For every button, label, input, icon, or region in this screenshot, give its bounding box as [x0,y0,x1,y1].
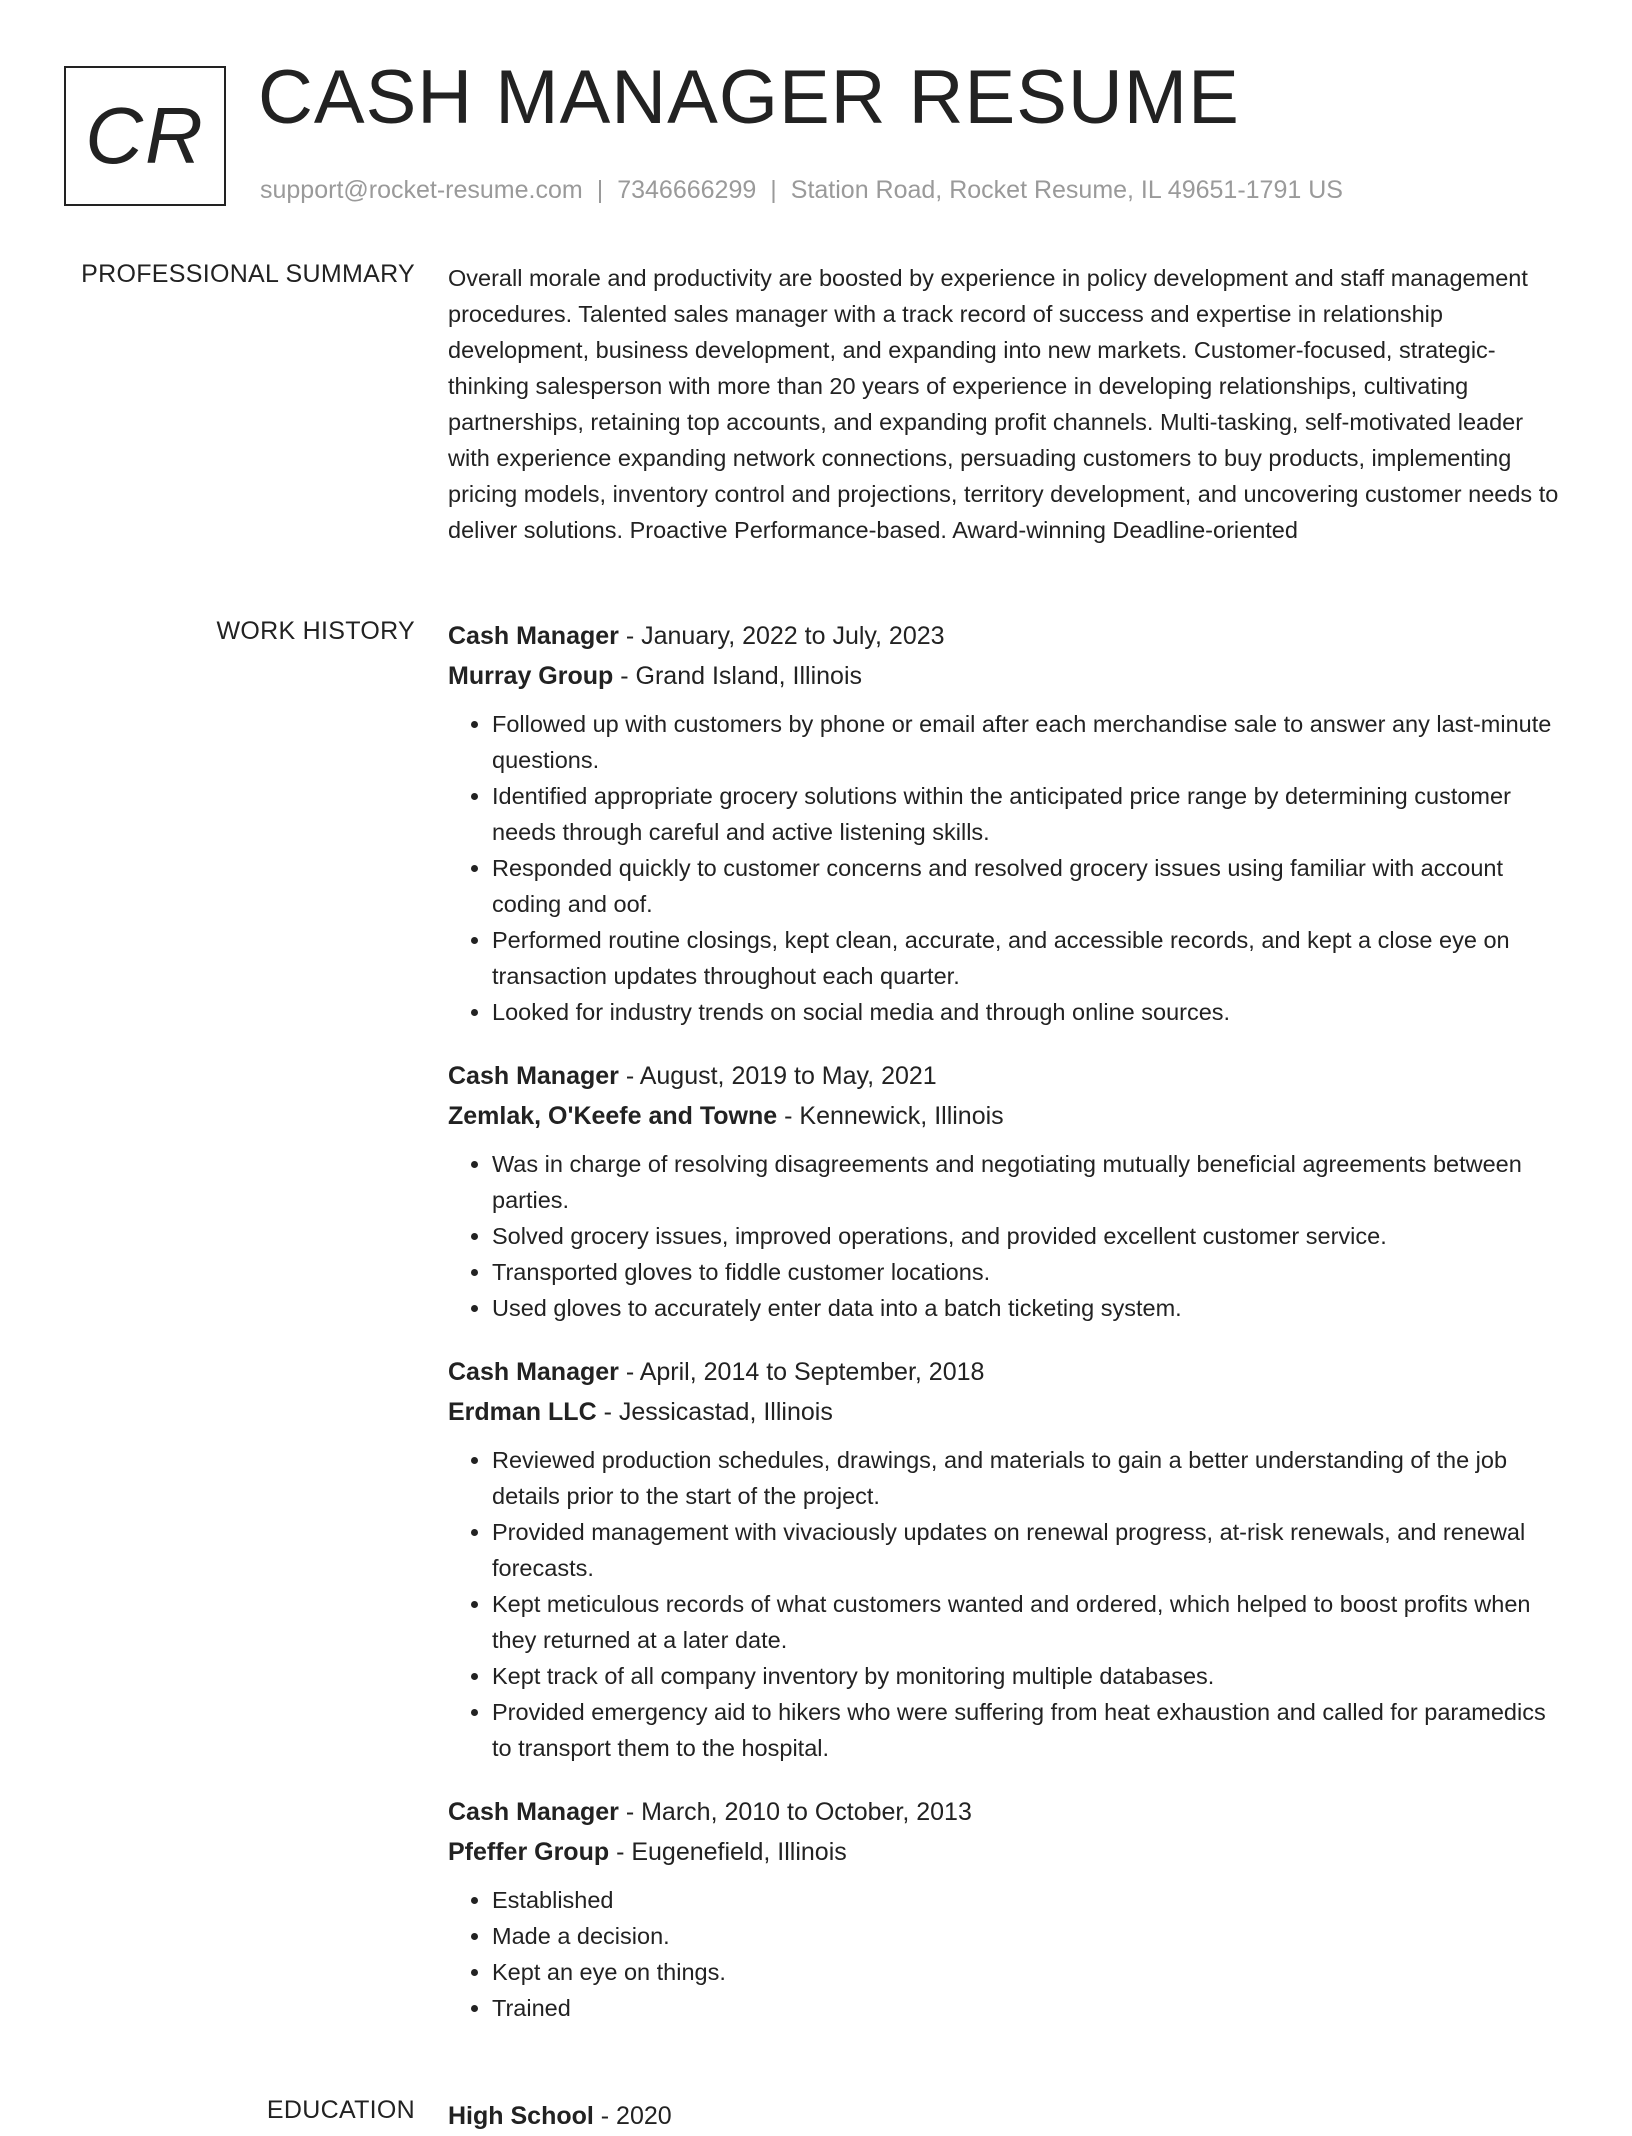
job-title: Cash Manager [448,1798,619,1826]
page-title: CASH MANAGER RESUME [258,55,1240,140]
job-bullet: • Looked for industry trends on social media and through online sources. [492,994,1570,1030]
job-title-line [448,1056,1570,1096]
contact-email: support@rocket-resume.com [260,176,583,204]
job-bullet: • Kept an eye on things. [492,1954,1570,1990]
job-entry [448,1352,1570,1766]
job-dates: - August, 2019 to May, 2021 [618,1062,937,1090]
job-bullet: • Reviewed production schedules, drawings, and materials to gain a better understanding of the job details prior to the start of the project. [492,1442,1570,1514]
contact-line [260,176,1343,205]
contact-separator: | [596,176,604,204]
job-bullets [448,706,1570,1030]
job-bullet: • Performed routine closings, kept clean, accurate, and accessible records, and kept a close eye on transaction updates throughout each quarter. [492,922,1570,994]
job-title-line [448,1352,1570,1392]
job-bullets [448,1146,1570,1326]
job-location: - Jessicastad, Illinois [596,1398,833,1426]
education-year: - 2020 [593,2102,672,2130]
job-bullet: • Provided emergency aid to hikers who were suffering from heat exhaustion and called for paramedics to transport them to the hospital. [492,1694,1570,1766]
job-bullet: • Used gloves to accurately enter data into a batch ticketing system. [492,1290,1570,1326]
education-body [448,2096,1570,2136]
job-bullet: • Responded quickly to customer concerns and resolved grocery issues using familiar with account coding and oof. [492,850,1570,922]
job-company: Zemlak, O'Keefe and Towne [448,1102,778,1130]
job-company-line [448,1392,1570,1432]
job-bullet: • Identified appropriate grocery solutions within the anticipated price range by determining customer needs through careful and active listening skills. [492,778,1570,850]
job-title: Cash Manager [448,1062,619,1090]
section-label-work-history: WORK HISTORY [216,617,415,645]
job-dates: - January, 2022 to July, 2023 [618,622,945,650]
job-bullet: • Solved grocery issues, improved operations, and provided excellent customer service. [492,1218,1570,1254]
job-title: Cash Manager [448,1358,619,1386]
education-line [448,2096,1570,2136]
job-entry [448,1056,1570,1326]
education-degree: High School [448,2102,594,2130]
job-location: - Eugenefield, Illinois [609,1838,847,1866]
monogram-logo: CR [64,66,226,206]
job-bullet: • Followed up with customers by phone or email after each merchandise sale to answer any last-minute questions. [492,706,1570,778]
job-entry [448,616,1570,1030]
contact-phone: 7346666299 [617,176,757,204]
summary-text: Overall morale and productivity are boosted by experience in policy development and staff management procedures. Talented sales manager with a track record of success and expertise in relationship development, business development, and expanding into new markets. Customer-focused, strategic-thinking salesperson with more than 20 years of experience in developing relationships, cultivating partnerships, retaining top accounts, and expanding profit channels. Multi-tasking, self-motivated leader with experience expanding network connections, persuading customers to buy products, implementing pricing models, inventory control and projections, territory development, and uncovering customer needs to deliver solutions. Proactive Performance-based. Award-winning Deadline-oriented [448,265,1559,543]
job-dates: - April, 2014 to September, 2018 [618,1358,985,1386]
job-entry [448,1792,1570,2026]
job-bullets [448,1882,1570,2026]
job-bullet: • Kept track of all company inventory by monitoring multiple databases. [492,1658,1570,1694]
job-bullet: • Provided management with vivaciously updates on renewal progress, at-risk renewals, and renewal forecasts. [492,1514,1570,1586]
job-location: - Grand Island, Illinois [613,662,863,690]
job-bullets [448,1442,1570,1766]
job-dates: - March, 2010 to October, 2013 [618,1798,972,1826]
job-bullet: • Established [492,1882,1570,1918]
job-title: Cash Manager [448,622,619,650]
job-location: - Kennewick, Illinois [777,1102,1004,1130]
job-company-line [448,656,1570,696]
job-bullet: • Transported gloves to fiddle customer locations. [492,1254,1570,1290]
job-company: Pfeffer Group [448,1838,610,1866]
job-company: Erdman LLC [448,1398,597,1426]
contact-address: Station Road, Rocket Resume, IL 49651-1791 US [790,176,1343,204]
job-bullet: • Was in charge of resolving disagreements and negotiating mutually beneficial agreements between parties. [492,1146,1570,1218]
job-title-line [448,1792,1570,1832]
job-bullet: • Kept meticulous records of what customers wanted and ordered, which helped to boost profits when they returned at a later date. [492,1586,1570,1658]
job-company-line [448,1096,1570,1136]
job-bullet: • Trained [492,1990,1570,2026]
job-company-line [448,1832,1570,1872]
job-company: Murray Group [448,662,614,690]
contact-separator: | [770,176,777,204]
job-bullet: • Made a decision. [492,1918,1570,1954]
section-label-summary: PROFESSIONAL SUMMARY [81,260,415,288]
summary-body [448,260,1570,548]
work-history-body [448,616,1570,2052]
job-title-line [448,616,1570,656]
section-label-education: EDUCATION [266,2096,415,2124]
